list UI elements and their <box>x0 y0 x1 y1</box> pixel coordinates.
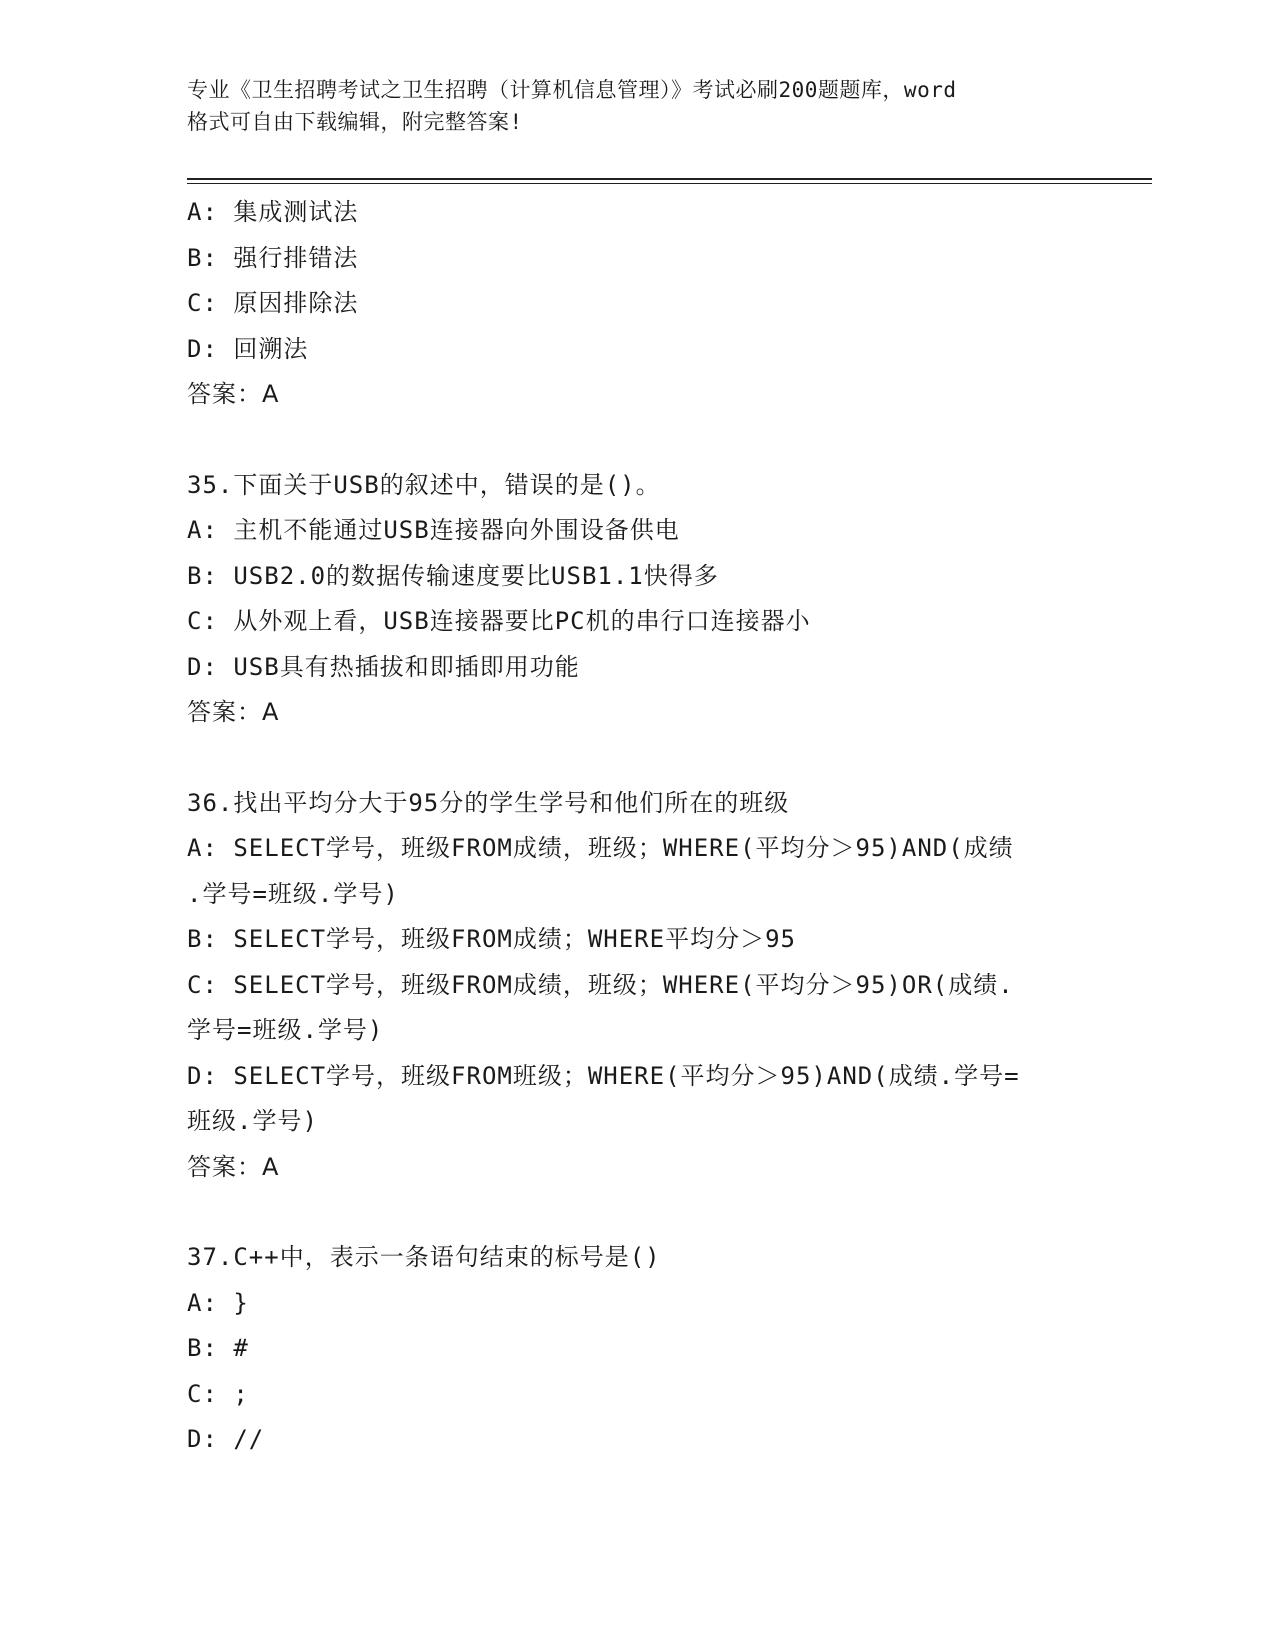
spacer <box>187 736 1087 781</box>
q36-question: 36.找出平均分大于95分的学生学号和他们所在的班级 <box>187 788 790 817</box>
q37-option-a: A: } <box>187 1288 249 1317</box>
q34-option-c: C: 原因排除法 <box>187 289 359 317</box>
q35-option-a: A: 主机不能通过USB连接器向外围设备供电 <box>187 516 680 544</box>
spacer <box>187 418 1087 463</box>
q37-question: 37.C++中，表示一条语句结束的标号是() <box>187 1243 661 1271</box>
q36-answer: 答案：A <box>187 1152 280 1181</box>
q34-option-d: D: 回溯法 <box>187 334 309 363</box>
q35-option-d: D: USB具有热插拔和即插即用功能 <box>187 652 580 681</box>
question-37-block <box>187 1235 1087 1463</box>
header-line-1: 专业《卫生招聘考试之卫生招聘（计算机信息管理）》考试必刷200题题库，word <box>187 78 957 102</box>
q36-option-d-line-2: 班级.学号) <box>187 1107 318 1135</box>
header-line-2: 格式可自由下载编辑，附完整答案! <box>187 110 523 134</box>
question-34-block <box>187 190 1087 418</box>
header-divider-thin <box>187 183 1152 184</box>
q35-question: 35.下面关于USB的叙述中，错误的是()。 <box>187 470 661 499</box>
q36-option-c-line-1: C: SELECT学号，班级FROM成绩，班级；WHERE(平均分＞95)OR(成绩. <box>187 970 1014 999</box>
q36-option-d-line-1: D: SELECT学号，班级FROM班级；WHERE(平均分＞95)AND(成绩.学号= <box>187 1061 1020 1090</box>
question-35-block <box>187 463 1087 736</box>
q37-option-b: B: # <box>187 1334 249 1362</box>
q35-option-b: B: USB2.0的数据传输速度要比USB1.1快得多 <box>187 561 719 590</box>
q36-option-a-line-1: A: SELECT学号，班级FROM成绩，班级；WHERE(平均分＞95)AND(成绩 <box>187 834 1014 862</box>
header-divider-thick <box>187 178 1152 180</box>
question-36-block <box>187 781 1087 1191</box>
q36-option-a-line-2: .学号=班级.学号) <box>187 879 399 908</box>
q37-option-d: D: // <box>187 1425 265 1453</box>
q35-option-c: C: 从外观上看，USB连接器要比PC机的串行口连接器小 <box>187 607 811 635</box>
spacer <box>187 1190 1087 1235</box>
q37-option-c: C: ; <box>187 1379 249 1408</box>
document-body <box>187 190 1087 1463</box>
q36-option-b: B: SELECT学号，班级FROM成绩；WHERE平均分＞95 <box>187 925 796 953</box>
q34-answer: 答案：A <box>187 380 280 408</box>
q36-option-c-line-2: 学号=班级.学号) <box>187 1016 384 1044</box>
q35-answer: 答案：A <box>187 698 280 726</box>
q34-option-a: A: 集成测试法 <box>187 198 359 226</box>
q34-option-b: B: 强行排错法 <box>187 243 359 272</box>
document-header <box>187 74 1087 138</box>
